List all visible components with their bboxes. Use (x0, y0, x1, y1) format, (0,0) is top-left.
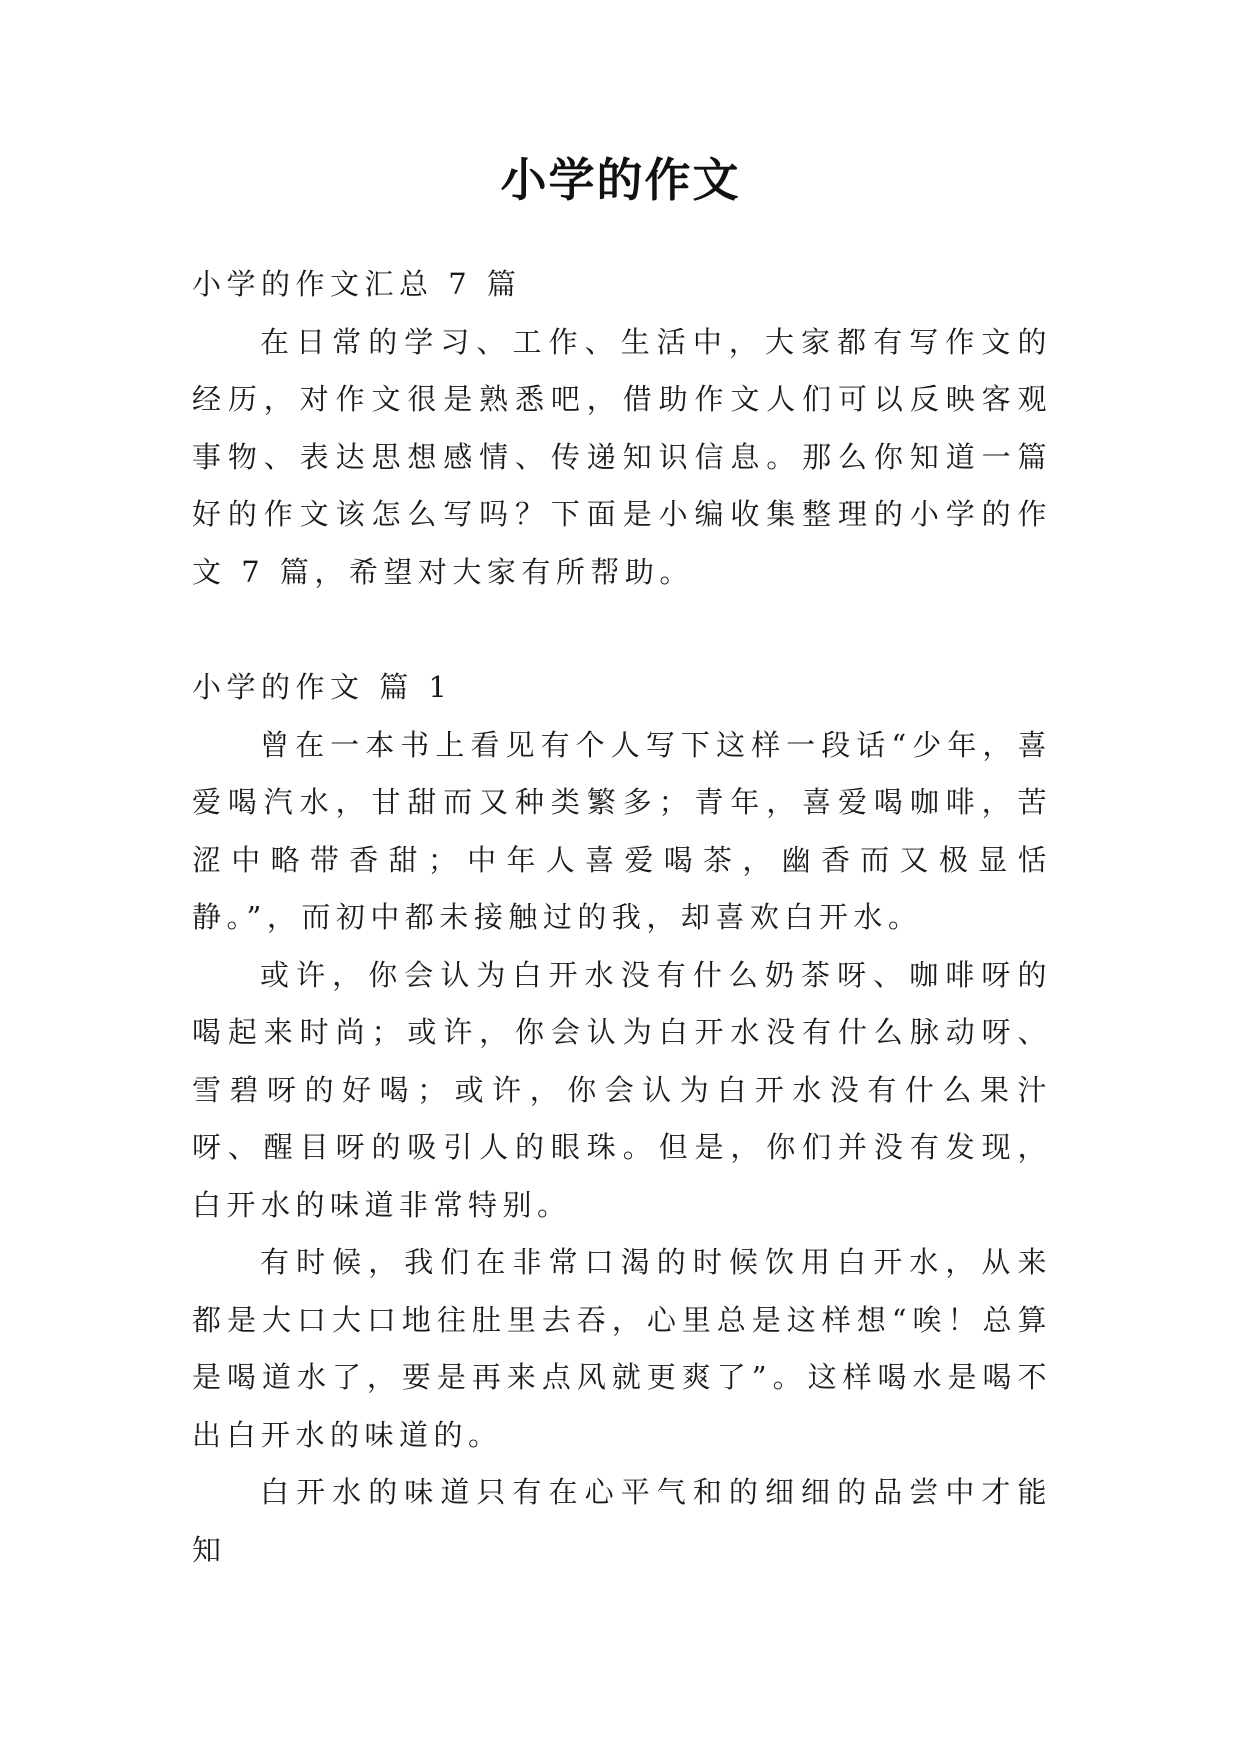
essay-paragraph: 曾在一本书上看见有个人写下这样一段话“少年，喜爱喝汽水，甘甜而又种类繁多；青年，喜爱喝咖啡，苦涩中略带香甜；中年人喜爱喝茶，幽香而又极显恬静。”，而初中都未接触过的我，却喜欢白开水。 (192, 727, 1052, 934)
essay-paragraph: 有时候，我们在非常口渴的时候饮用白开水，从来都是大口大口地往肚里去吞，心里总是这样想“唉！总算是喝道水了，要是再来点风就更爽了”。这样喝水是喝不出白开水的味道的。 (192, 1245, 1052, 1452)
summary-heading: 小学的作文汇总 7 篇 (192, 267, 522, 301)
essay-paragraph: 白开水的味道只有在心平气和的细细的品尝中才能知 (192, 1475, 1052, 1567)
essay-heading: 小学的作文 篇 1 (192, 670, 453, 704)
section-spacer (192, 601, 1052, 659)
intro-paragraph: 在日常的学习、工作、生活中，大家都有写作文的经历，对作文很是熟悉吧，借助作文人们可以反映客观事物、表达思想感情、传递知识信息。那么你知道一篇好的作文该怎么写吗？下面是小编收集整理的小学的作文 7 篇，希望对大家有所帮助。 (192, 324, 1052, 589)
document-title: 小学的作文 (500, 153, 741, 207)
essay-paragraph: 或许，你会认为白开水没有什么奶茶呀、咖啡呀的喝起来时尚；或许，你会认为白开水没有什么脉动呀、雪碧呀的好喝；或许，你会认为白开水没有什么果汁呀、醒目呀的吸引人的眼珠。但是，你们并没有发现，白开水的味道非常特别。 (192, 957, 1052, 1222)
document-body (192, 256, 1052, 1579)
